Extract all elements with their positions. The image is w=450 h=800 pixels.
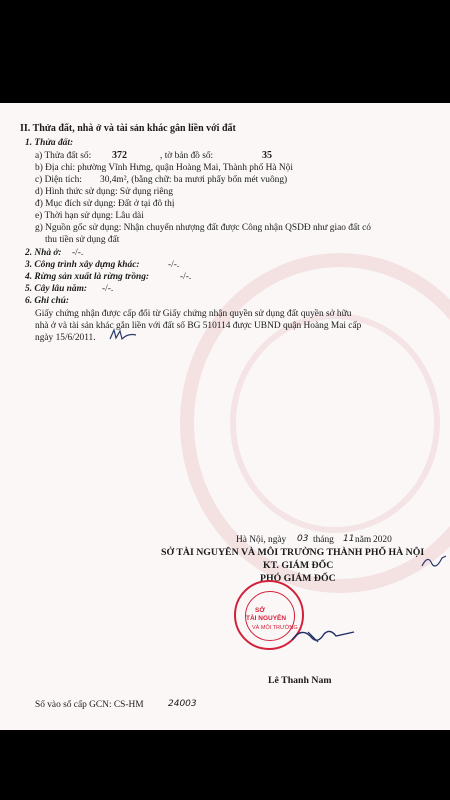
house-value: -/-. [72, 248, 84, 258]
director-signature [288, 620, 358, 650]
construction-label: 3. Công trình xây dựng khác: [25, 260, 140, 270]
perennial-label: 5. Cây lâu năm: [25, 284, 87, 294]
seal-text-2: TÀI NGUYÊN [246, 615, 287, 622]
register-label: Số vào sổ cấp GCN: CS-HM [35, 700, 144, 710]
map-sheet-number: 35 [262, 150, 272, 161]
initials-mark [108, 327, 138, 343]
usage-purpose: đ) Mục đích sử dụng: Đất ở tại đô thị [35, 199, 175, 209]
land-heading: 1. Thửa đất: [25, 138, 74, 148]
watermark-seal-inner [230, 313, 440, 533]
usage-form: d) Hình thức sử dụng: Sử dụng riêng [35, 187, 173, 197]
notes-label: 6. Ghi chú: [25, 296, 70, 306]
forest-value: -/-. [180, 272, 192, 282]
section-title: II. Thửa đất, nhà ở và tài sản khác gắn liền với đất [20, 123, 236, 134]
area-value: 30,4m², (bằng chữ: ba mươi phẩy bốn mét vuông) [100, 175, 288, 185]
address-line: b) Địa chỉ: phường Vĩnh Hưng, quận Hoàng Mai, Thành phố Hà Nội [35, 163, 293, 173]
notes-line-2: nhà ở và tài sản khác gắn liền với đất số BG 510114 được UBND quận Hoàng Mai cấp [35, 321, 362, 331]
notes-line-3: ngày 15/6/2011. [35, 333, 96, 343]
month-label: tháng [313, 535, 334, 545]
seal-text-1: SỞ [255, 607, 265, 614]
perennial-value: -/-. [102, 284, 114, 294]
usage-origin: g) Nguồn gốc sử dụng: Nhận chuyển nhượng đất được Công nhận QSDĐ như giao đất có [35, 223, 371, 233]
place-date-prefix: Hà Nội, ngày [236, 535, 287, 545]
parcel-number-label: a) Thửa đất số: [35, 151, 92, 161]
parcel-number: 372 [112, 150, 127, 161]
construction-value: -/-. [168, 260, 180, 270]
initial-signature [420, 550, 448, 572]
year-label: năm [355, 535, 372, 545]
house-label: 2. Nhà ở: [25, 248, 62, 258]
notes-line-1: Giấy chứng nhận được cấp đổi từ Giấy chứng nhận quyền sử dụng đất quyền sở hữu [35, 309, 352, 319]
signer-name: Lê Thanh Nam [268, 675, 332, 686]
forest-label: 4. Rừng sản xuất là rừng trồng: [25, 272, 150, 282]
issue-month: 11 [343, 534, 355, 544]
usage-origin-cont: thu tiền sử dụng đất [45, 235, 120, 245]
area-label: c) Diện tích: [35, 175, 82, 185]
signer-role-1: KT. GIÁM ĐỐC [263, 560, 334, 571]
issue-day: 03 [297, 534, 309, 544]
issuing-agency: SỞ TÀI NGUYÊN VÀ MÔI TRƯỜNG THÀNH PHỐ HÀ NỘI [161, 547, 425, 558]
map-sheet-label: , tờ bản đồ số: [160, 151, 214, 161]
seal-text-3: VÀ MÔI TRƯỜNG [252, 625, 298, 631]
usage-term: e) Thời hạn sử dụng: Lâu dài [35, 211, 144, 221]
issue-year: 2020 [373, 535, 392, 545]
register-number: 24003 [168, 699, 197, 709]
signer-role-2: PHÓ GIÁM ĐỐC [260, 573, 336, 584]
